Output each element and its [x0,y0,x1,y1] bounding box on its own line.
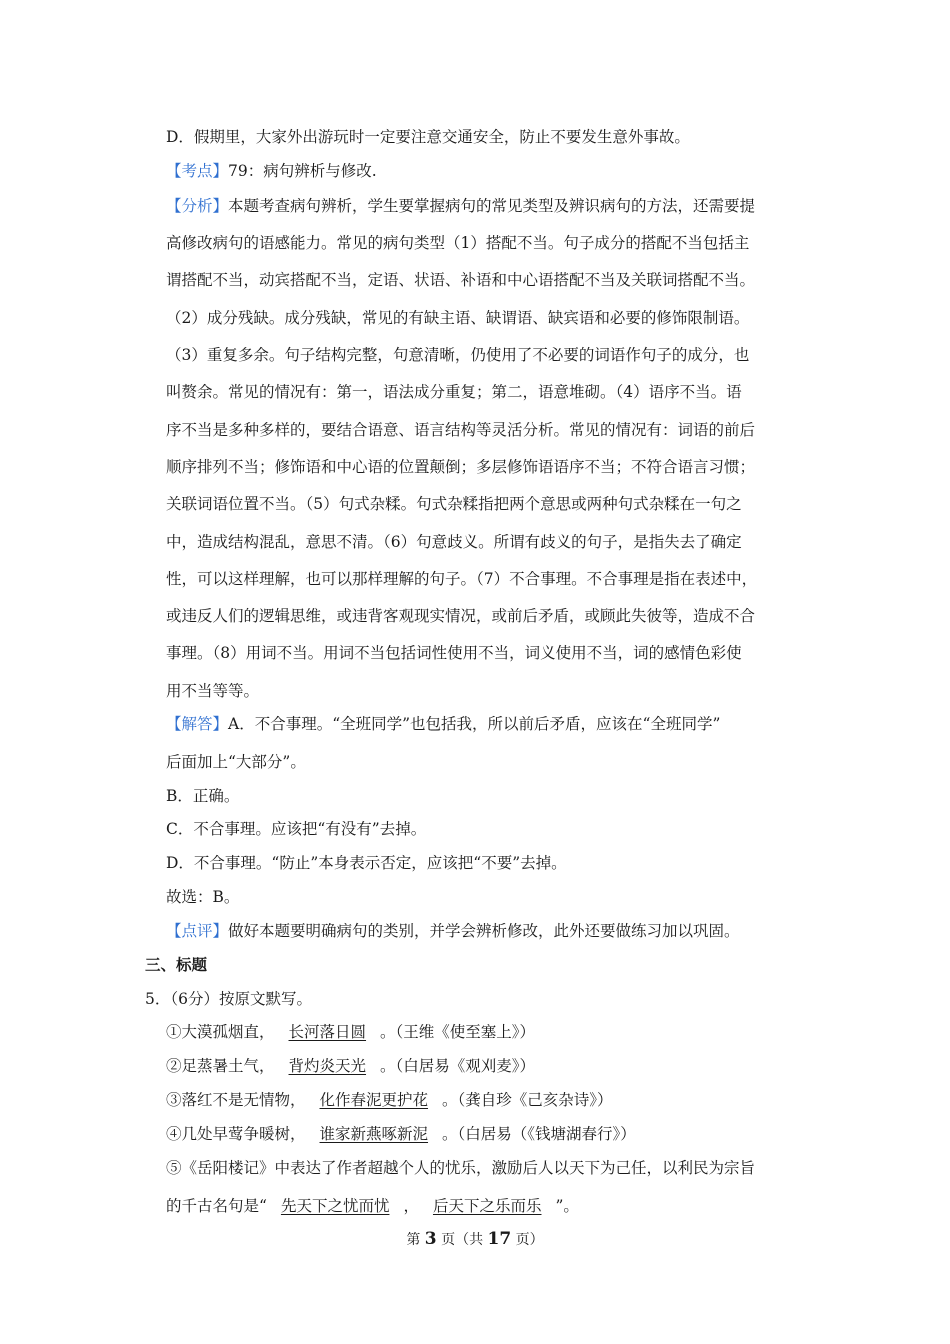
jieda-line-1 [166,714,720,734]
fenxi-line: 叫赘余。常见的情况有：第一，语法成分重复；第二，语意堆砌。（4）语序不当。语 [166,383,742,401]
jieda-line: 后面加上“大部分”。 [166,753,306,771]
fenxi-line: 关联词语位置不当。（5）句式杂糅。句式杂糅指把两个意思或两种句式杂糅在一句之 [166,495,742,513]
item-text: ④几处早莺争暖树， [166,1125,306,1143]
q5-item-5-line-1: ⑤《岳阳楼记》中表达了作者超越个人的忧乐，激励后人以天下为己任，以利民为宗旨 [166,1159,756,1177]
kaodian-tag: 【考点】 [166,162,229,180]
jieda-text: A．不合事理。“全班同学”也包括我，所以前后矛盾，应该在“全班同学” [228,715,721,733]
answer-blank: 后天下之乐而乐 [432,1197,542,1215]
q4-option-d: D．假期里，大家外出游玩时一定要注意交通安全，防止不要发生意外事故。 [166,128,690,146]
answer-blank: 长河落日圆 [288,1023,367,1041]
page-footer [0,1229,950,1249]
fenxi-line: （2）成分残缺。成分残缺，常见的有缺主语、缺谓语、缺宾语和必要的修饰限制语。 [166,309,750,327]
fenxi-text: 本题考查病句辨析，学生要掌握病句的常见类型及辨识病句的方法，还需要提 [228,197,756,215]
answer-blank: 化作春泥更护花 [319,1091,429,1109]
item-text: ①大漠孤烟直， [166,1023,275,1041]
jieda-line: C．不合事理。应该把“有没有”去掉。 [166,820,427,838]
fenxi-line: 序不当是多种多样的，要结合语意、语言结构等灵活分析。常见的情况有：词语的前后 [166,421,756,439]
fenxi-line-1 [166,196,755,216]
fenxi-line: 事理。（8）用词不当。用词不当包括词性使用不当，词义使用不当，词的感情色彩使 [166,644,742,662]
jieda-tag: 【解答】 [166,715,229,733]
item-source: 。（龚自珍《己亥杂诗》） [442,1091,613,1109]
q5-item [166,1056,535,1076]
answer-blank: 谁家新燕啄新泥 [319,1125,429,1143]
total-pages: 17 [487,1229,512,1249]
jieda-line: 故选：B。 [166,888,240,906]
fenxi-line: （3）重复多余。句子结构完整，句意清晰，仍使用了不必要的词语作句子的成分，也 [166,346,750,364]
footer-text: 第 [406,1232,425,1248]
fenxi-line: 高修改病句的语感能力。常见的病句类型（1）搭配不当。句子成分的搭配不当包括主 [166,234,750,252]
fenxi-line: 顺序排列不当；修饰语和中心语的位置颠倒；多层修饰语语序不当；不符合语言习惯； [166,458,756,476]
fenxi-line: 谓搭配不当，动宾搭配不当，定语、状语、补语和中心语搭配不当及关联词搭配不当。 [166,271,756,289]
dianping-text: 做好本题要明确病句的类别，并学会辨析修改，此外还要做练习加以巩固。 [228,922,740,940]
answer-blank: 先天下之忧而忧 [280,1197,390,1215]
item-text: 的千古名句是“ [166,1197,267,1215]
dianping-tag: 【点评】 [166,922,229,940]
fenxi-line: 性，可以这样理解，也可以那样理解的句子。（7）不合事理。不合事理是指在表述中， [166,570,758,588]
item-source: 。（白居易（《钱塘湖春行》） [442,1125,636,1143]
fenxi-tag: 【分析】 [166,197,229,215]
item-source: 。（王维《使至塞上》） [380,1023,536,1041]
q5-item [166,1022,535,1042]
footer-text: 页（共 [436,1232,488,1248]
fenxi-line: 或违反人们的逻辑思维，或违背客观现实情况，或前后矛盾，或顾此失彼等，造成不合 [166,607,756,625]
item-source: 。（白居易《观刈麦》） [380,1057,536,1075]
fenxi-line: 中，造成结构混乱，意思不清。（6）句意歧义。所谓有歧义的句子，是指失去了确定 [166,533,742,551]
q5-item-5-line-2 [166,1196,579,1216]
item-text: ②足蒸暑土气， [166,1057,275,1075]
fenxi-line: 用不当等等。 [166,682,260,700]
footer-text: 页） [511,1232,544,1248]
item-text: ③落红不是无情物， [166,1091,306,1109]
kaodian-text: 79：病句辨析与修改. [228,162,377,180]
item-text: ”。 [555,1197,579,1215]
dianping-line [166,921,740,941]
kaodian-line [166,161,377,181]
answer-blank: 背灼炎天光 [288,1057,367,1075]
jieda-line: B．正确。 [166,787,240,805]
section-title: 三、标题 [145,955,208,974]
q5-item [166,1124,636,1144]
q5-stem: 5．（6分）按原文默写。 [145,990,312,1008]
q5-item [166,1090,613,1110]
page-number: 3 [424,1229,437,1249]
item-text: ， [403,1197,419,1215]
jieda-line: D．不合事理。“防止”本身表示否定，应该把“不要”去掉。 [166,854,567,872]
